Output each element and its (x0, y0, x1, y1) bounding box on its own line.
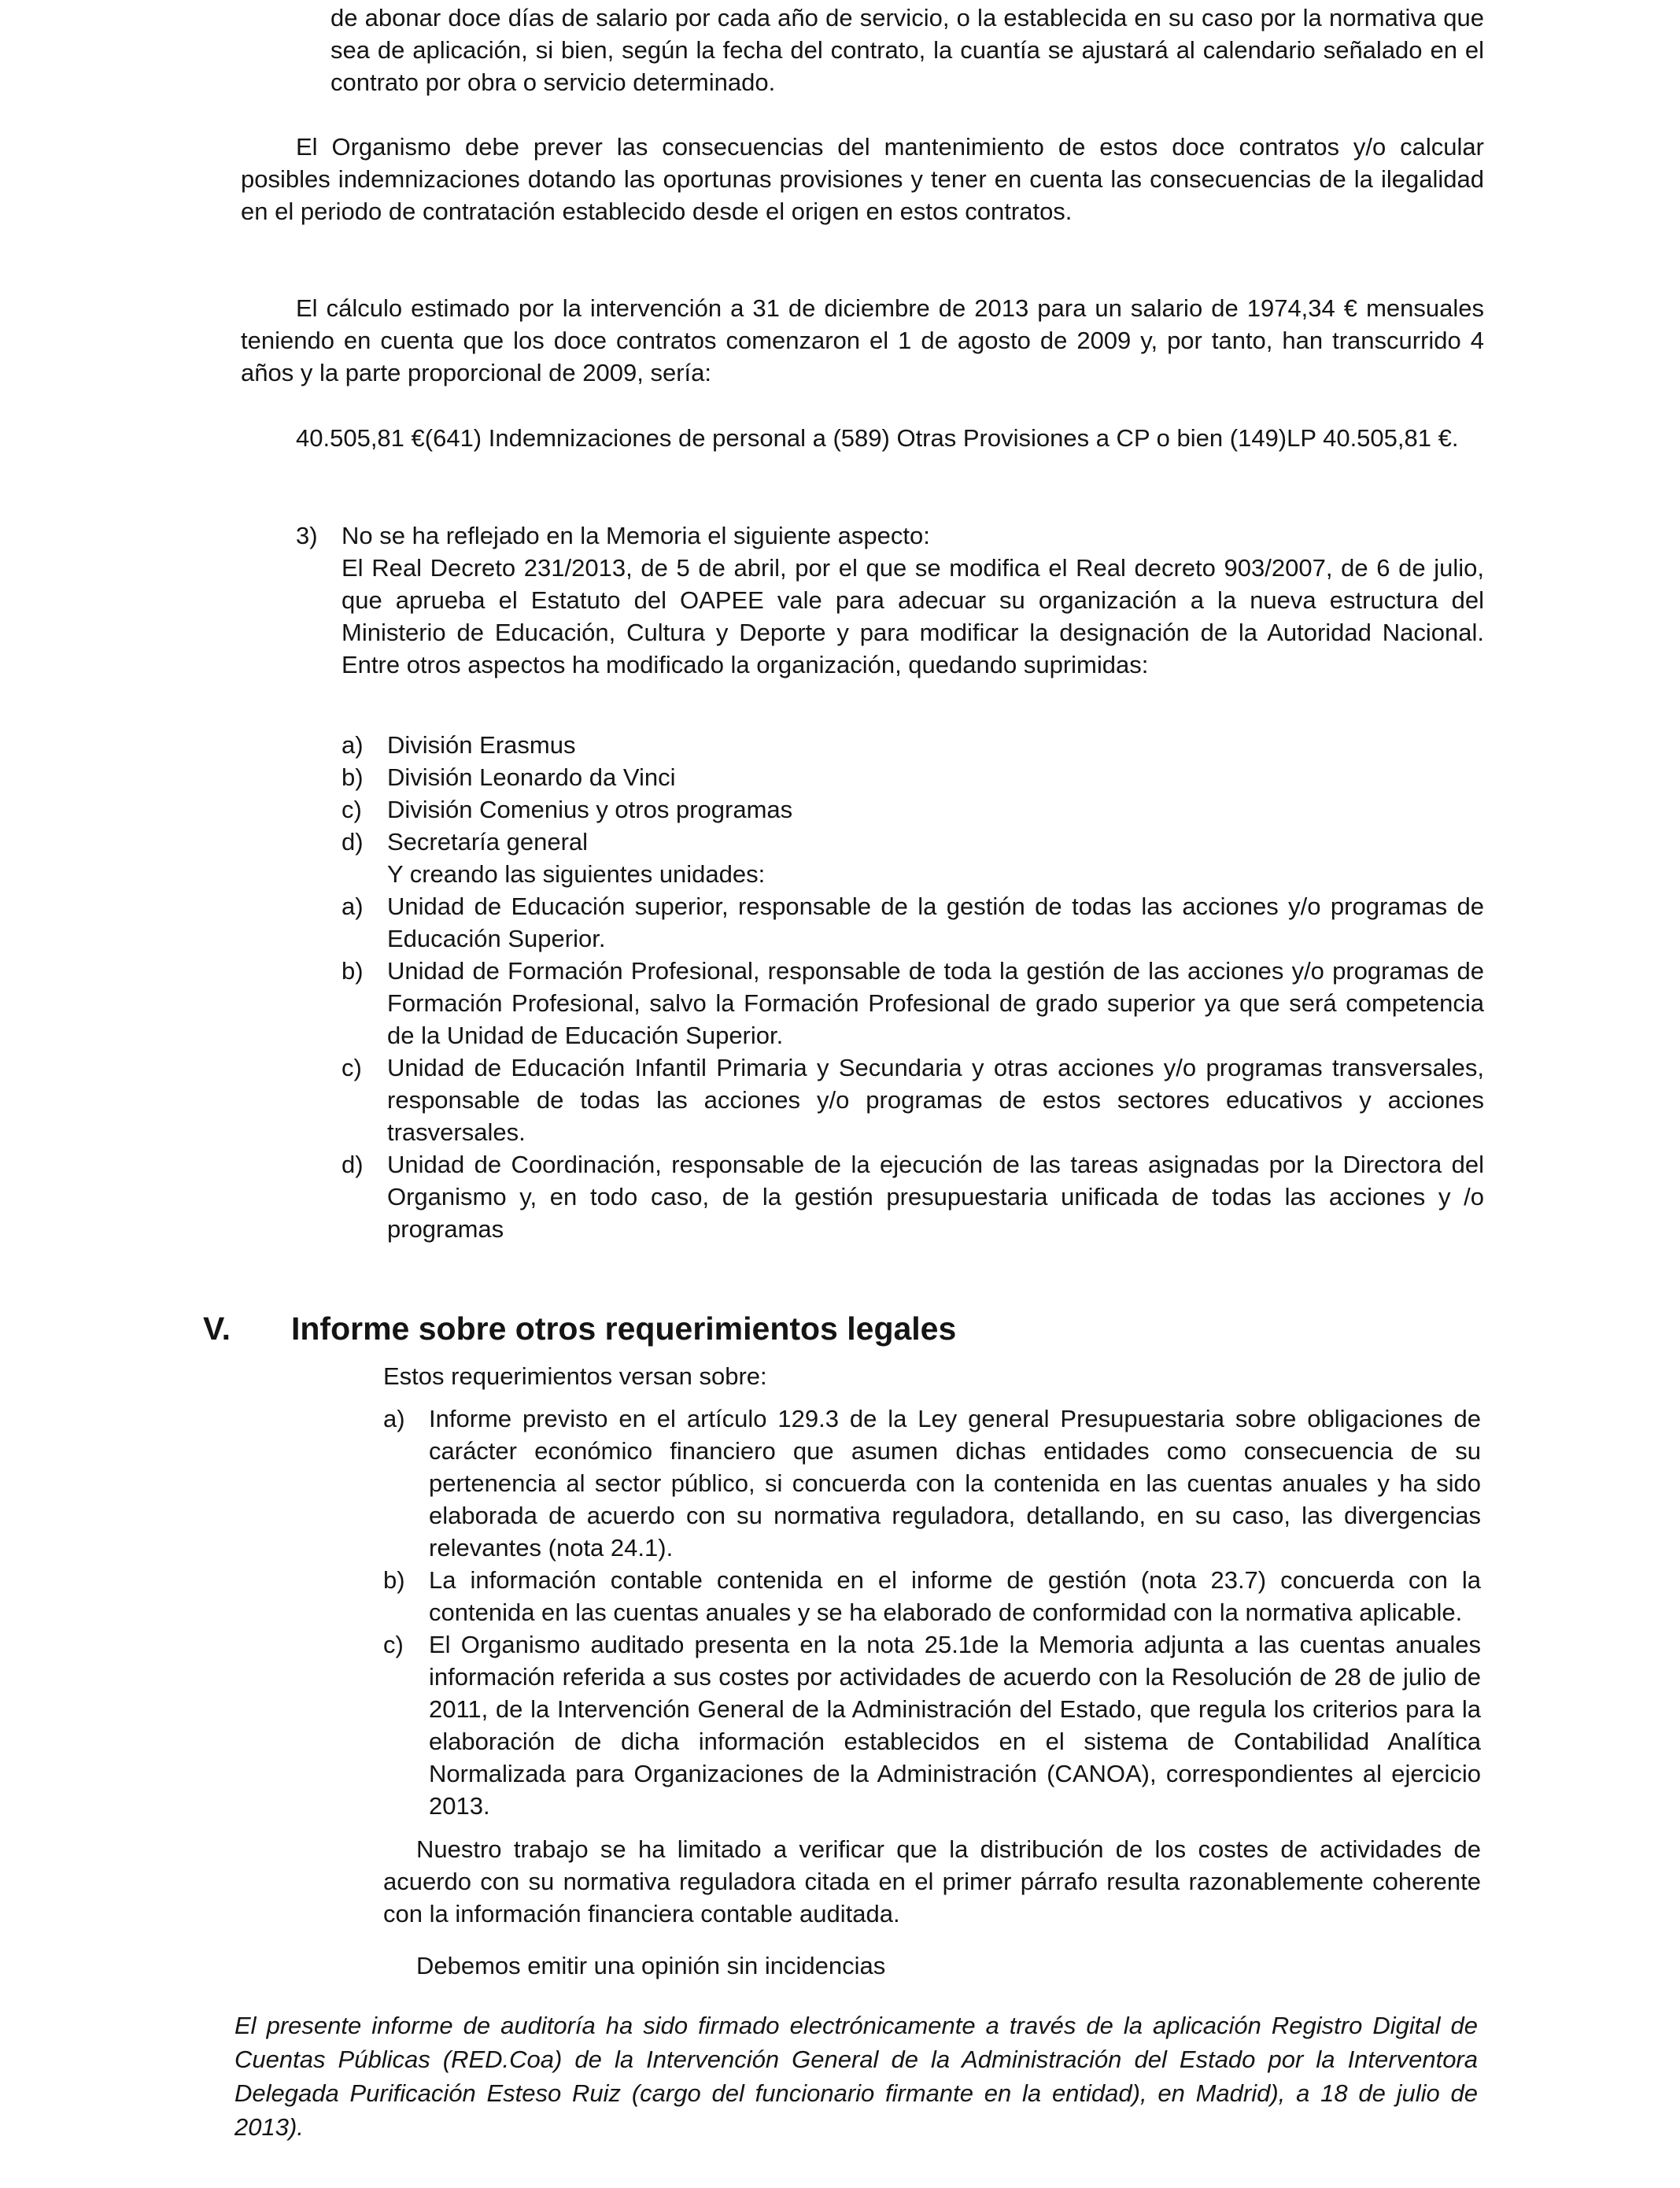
list-marker: b) (342, 957, 364, 985)
paragraph-calculo-text: El cálculo estimado por la intervención a 31 de diciembre de 2013 para un salario de 1974,34 € mensuales teniendo en cuenta que los doce contratos comenzaron el 1 de agosto de 2009 y, por tanto, han transcurrido 4 años y la parte proporcional de 2009, sería: (241, 294, 1484, 386)
list-marker: b) (383, 1566, 405, 1594)
list-item (342, 826, 1484, 858)
paragraph-asiento (241, 422, 1484, 454)
list-item (383, 1564, 1481, 1628)
paragraph-calculo (241, 292, 1484, 389)
list-marker: d) (342, 828, 364, 856)
point-3-title: No se ha reflejado en la Memoria el siguiente aspecto: (342, 522, 930, 549)
list-item (342, 1051, 1484, 1148)
section-5-body (383, 1360, 1481, 1982)
section-title: Informe sobre otros requerimientos legales (291, 1310, 957, 1347)
section-number: V. (203, 1310, 231, 1347)
paragraph-provisiones-text: El Organismo debe prever las consecuencias del mantenimiento de estos doce contratos y/o calcular posibles indemnizaciones dotando las oportunas provisiones y tener en cuenta las consecuencias de la ilegalidad en el periodo de contratación establecido desde el origen en estos contratos. (241, 133, 1484, 225)
list-item-text: División Erasmus (387, 731, 576, 759)
footer-signature (234, 2009, 1478, 2144)
list-item-text: El Organismo auditado presenta en la nota 25.1de la Memoria adjunta a las cuentas anuales información referida a sus costes por actividades de acuerdo con la Resolución de 28 de julio de 2011, de la Intervención General de la Administración del Estado, que regula los criterios para la elaboración de dicha información establecidos en el sistema de Contabilidad Analítica Normalizada para Organizaciones de la Administración (CANOA), correspondientes al ejercicio 2013. (429, 1631, 1481, 1820)
list-marker: d) (342, 1151, 364, 1178)
suppressed-units-list (342, 729, 1484, 1245)
paragraph-trabajo: Nuestro trabajo se ha limitado a verificar que la distribución de los costes de actividades de acuerdo con su normativa reguladora citada en el primer párrafo resulta razonablemente coherente con la información financiera contable auditada. (383, 1835, 1481, 1927)
list-item-text: Informe previsto en el artículo 129.3 de la Ley general Presupuestaria sobre obligaciones de carácter económico financiero que asumen dichas entidades como consecuencia de su pertenencia al sector público, si concuerda con la contenida en las cuentas anuales y ha sido elaborada de acuerdo con su normativa reguladora, detallando, en su caso, las divergencias relevantes (nota 24.1). (429, 1405, 1481, 1562)
intro-fragment (330, 2, 1484, 98)
list-item (342, 955, 1484, 1051)
list-marker: c) (383, 1631, 404, 1658)
list-marker: a) (383, 1405, 405, 1432)
list-marker: a) (342, 893, 364, 920)
section-5-intro: Estos requerimientos versan sobre: (383, 1362, 767, 1390)
list-item-text: Unidad de Coordinación, responsable de la ejecución de las tareas asignadas por la Directora del Organismo y, en todo caso, de la gestión presupuestaria unificada de todas las acciones y /o programas (387, 1151, 1484, 1243)
creating-intro: Y creando las siguientes unidades: (387, 860, 766, 888)
list-item (342, 1148, 1484, 1245)
list-item-text: División Comenius y otros programas (387, 796, 793, 823)
list-item (342, 890, 1484, 955)
list-item-text: Unidad de Formación Profesional, responsable de toda la gestión de las acciones y/o programas de Formación Profesional, salvo la Formación Profesional de grado superior ya que será competencia de la Unidad de Educación Superior. (387, 957, 1484, 1049)
paragraph-provisiones (241, 131, 1484, 227)
intro-fragment-text: de abonar doce días de salario por cada año de servicio, o la establecida en su caso por la normativa que sea de aplicación, si bien, según la fecha del contrato, la cuantía se ajustará al calendario señalado en el contrato por obra o servicio determinado. (330, 4, 1484, 96)
list-marker: c) (342, 796, 362, 823)
list-marker: b) (342, 763, 364, 791)
paragraph-asiento-text: 40.505,81 €(641) Indemnizaciones de personal a (589) Otras Provisiones a CP o bien (149)LP 40.505,81 €. (296, 424, 1459, 452)
list-item-text: Secretaría general (387, 828, 589, 856)
list-marker: c) (342, 1054, 362, 1081)
list-marker: a) (342, 731, 364, 759)
section-heading (203, 1309, 1462, 1348)
list-item-text: Unidad de Educación Infantil Primaria y Secundaria y otras acciones y/o programas transversales, responsable de todas las acciones y/o programas de estos sectores educativos y acciones trasversales. (387, 1054, 1484, 1146)
footer-signature-text: El presente informe de auditoría ha sido firmado electrónicamente a través de la aplicación Registro Digital de Cuentas Públicas (RED.Coa) de la Intervención General de la Administración del Estado por la Interventora Delegada Purificación Esteso Ruiz (cargo del funcionario firmante en la entidad), en Madrid), a 18 de julio de 2013). (234, 2012, 1478, 2141)
list-item-text: División Leonardo da Vinci (387, 763, 676, 791)
list-item-text: Unidad de Educación superior, responsable de la gestión de todas las acciones y/o programas de Educación Superior. (387, 893, 1484, 952)
list-item (342, 793, 1484, 826)
list-item (383, 1628, 1481, 1822)
list-item (342, 761, 1484, 793)
list-item-text: La información contable contenida en el informe de gestión (nota 23.7) concuerda con la contenida en las cuentas anuales y se ha elaborado de conformidad con la normativa aplicable. (429, 1566, 1481, 1626)
point-3 (296, 519, 1484, 681)
point-3-body: El Real Decreto 231/2013, de 5 de abril, por el que se modifica el Real decreto 903/2007, de 6 de julio, que aprueba el Estatuto del OAPEE vale para adecuar su organización a la nueva estructura del Ministerio de Educación, Cultura y Deporte y para modificar la designación de la Autoridad Nacional. Entre otros aspectos ha modificado la organización, quedando suprimidas: (342, 554, 1484, 678)
list-item (383, 1403, 1481, 1564)
point-3-marker: 3) (296, 522, 318, 549)
paragraph-opinion: Debemos emitir una opinión sin incidencias (416, 1952, 886, 1979)
list-item (342, 729, 1484, 761)
